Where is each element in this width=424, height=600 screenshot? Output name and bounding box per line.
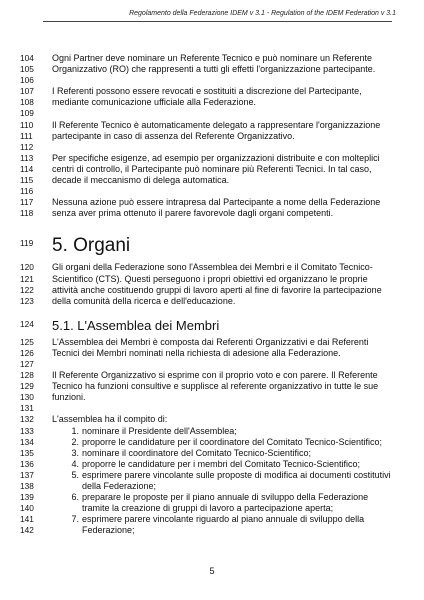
list-item (0, 459, 424, 470)
line-number: 127 (20, 358, 34, 369)
line-text: nominare il Presidente dell'Assemblea; (82, 425, 237, 436)
line-number: 128 (20, 370, 34, 381)
line-number: 126 (20, 347, 34, 358)
list-marker: 5. (71, 469, 79, 480)
line-number: 111 (20, 130, 33, 141)
line-number: 132 (20, 414, 34, 425)
blank-line (0, 186, 424, 197)
list-item-continuation (0, 481, 424, 492)
text-line (0, 120, 424, 131)
line-number: 115 (20, 175, 34, 186)
list-item (0, 426, 424, 437)
line-text: L'Assemblea dei Membri è composta dai Referenti Organizzativi e dai Referenti (52, 336, 369, 347)
blank-line (0, 108, 424, 119)
line-number: 136 (20, 458, 34, 469)
line-number: 108 (20, 97, 34, 108)
line-number: 131 (20, 403, 34, 414)
blank-line (0, 403, 424, 414)
line-text: Gli organi della Federazione sono l'Assemblea dei Membri e il Comitato Tecnico- (52, 262, 373, 273)
text-line (0, 381, 424, 392)
line-text: centri di controllo, il Partecipante può nominare più Referenti Tecnici. In tal caso, (52, 163, 372, 174)
text-line (0, 197, 424, 208)
line-number: 118 (20, 208, 34, 219)
line-number: 122 (20, 284, 34, 295)
line-text: proporre le candidature per i membri del Comitato Tecnico-Scientifico; (82, 458, 360, 469)
list-item-continuation (0, 503, 424, 514)
line-text: esprimere parere vincolante riguardo al piano annuale di sviluppo della (82, 514, 365, 525)
line-text: proporre le candidature per il coordinatore del Comitato Tecnico-Scientifico; (82, 436, 382, 447)
list-marker: 6. (71, 492, 79, 503)
line-number: 124 (20, 318, 34, 329)
line-text: Federazione; (82, 525, 135, 536)
blank-line (0, 359, 424, 370)
list-item (0, 492, 424, 503)
page-number: 5 (209, 566, 215, 576)
line-number: 105 (20, 64, 34, 75)
list-item (0, 448, 424, 459)
line-number: 130 (20, 392, 34, 403)
line-text: decade il meccanismo di delega automatica. (52, 175, 230, 186)
line-number: 137 (20, 469, 34, 480)
line-text: Ogni Partner deve nominare un Referente Tecnico e può nominare un Referente (52, 53, 373, 63)
list-item (0, 470, 424, 481)
text-line (0, 164, 424, 175)
running-header: Regolamento della Federazione IDEM v 3.1 - Regulation of the IDEM Federation v 3.1 (129, 10, 396, 17)
line-number: 134 (20, 436, 34, 447)
text-line (0, 296, 424, 307)
line-text: Il Referente Tecnico è automaticamente delegato a rappresentare l'organizzazione (52, 119, 381, 130)
line-text: Tecnici dei Membri nominati nella richiesta di adesione alla Federazione. (52, 347, 341, 358)
line-number: 125 (20, 336, 34, 347)
text-line (0, 53, 424, 64)
list-marker: 2. (71, 436, 79, 447)
list-item (0, 437, 424, 448)
blank-line (0, 75, 424, 86)
document-body (0, 53, 424, 536)
line-text: Il Referente Organizzativo si esprime con il proprio voto e con parere. Il Referente (52, 370, 378, 381)
line-text: Nessuna azione può essere intrapresa dal Partecipante a nome della Federazione (52, 197, 381, 208)
list-marker: 4. (71, 458, 79, 469)
line-text: tramite la creazione di gruppi di lavoro a partecipazione aperta; (82, 503, 334, 514)
line-text: mediante comunicazione ufficiale alla Federazione. (52, 97, 256, 108)
header-divider (43, 21, 392, 22)
line-text: Organizzativo (RO) che rappresenti a tutti gli effetti l'organizzazione partecipante. (52, 64, 376, 75)
line-text: I Referenti possono essere revocati e sostituiti a discrezione del Partecipante, (52, 86, 362, 97)
line-number: 135 (20, 447, 34, 458)
line-text: 5. Organi (52, 235, 131, 257)
text-line (0, 370, 424, 381)
list-marker: 1. (71, 425, 79, 436)
line-number: 138 (20, 481, 34, 491)
line-number: 106 (20, 75, 34, 86)
line-number: 129 (20, 381, 34, 392)
text-line (0, 285, 424, 296)
line-text: preparare le proposte per il piano annuale di sviluppo della Federazione (82, 492, 369, 503)
line-number: 110 (20, 119, 34, 130)
section-heading (0, 225, 424, 262)
text-line (0, 175, 424, 186)
line-number: 113 (20, 152, 34, 163)
line-text: Scientifico (CTS). Questi perseguono i propri obiettivi ed organizzano le proprie (52, 273, 368, 284)
line-number: 121 (20, 273, 34, 284)
text-line (0, 414, 424, 425)
line-number: 140 (20, 503, 34, 514)
text-line (0, 348, 424, 359)
line-text: L'assemblea ha il compito di: (52, 414, 168, 425)
text-line (0, 64, 424, 75)
list-item (0, 514, 424, 525)
text-line (0, 131, 424, 142)
line-text: 5.1. L'Assemblea dei Membri (52, 317, 220, 333)
line-number: 117 (20, 197, 34, 208)
line-text: Per specifiche esigenze, ad esempio per organizzazioni distribuite e con molteplici (52, 152, 380, 163)
line-text: nominare il coordinatore del Comitato Tecnico-Scientifico; (82, 447, 311, 458)
text-line (0, 153, 424, 164)
blank-line (0, 142, 424, 153)
line-number: 104 (20, 53, 34, 63)
line-text: funzioni. (52, 392, 86, 403)
line-text: attività anche costituendo gruppi di lavoro aperti al fine di favorire la partecipazione (52, 284, 382, 295)
text-line (0, 262, 424, 273)
list-marker: 3. (71, 447, 79, 458)
line-number: 120 (20, 262, 34, 273)
text-line (0, 392, 424, 403)
line-number: 109 (20, 108, 34, 119)
line-text: della Federazione; (82, 481, 157, 491)
line-number: 119 (20, 238, 34, 249)
line-number: 112 (20, 141, 34, 152)
line-number: 133 (20, 425, 34, 436)
line-text: della comunità della ricerca e dell'educazione. (52, 295, 236, 306)
list-marker: 7. (71, 514, 79, 525)
line-text: senza aver prima ottenuto il parere favorevole dagli organi competenti. (52, 208, 334, 219)
text-line (0, 337, 424, 348)
list-item-continuation (0, 525, 424, 536)
text-line (0, 97, 424, 108)
text-line (0, 208, 424, 219)
subsection-heading (0, 312, 424, 337)
line-number: 116 (20, 186, 34, 197)
line-text: Tecnico ha funzioni consultive e supplisce al referente organizzativo in tutte le sue (52, 381, 379, 392)
text-line (0, 274, 424, 285)
line-text: esprimere parere vincolante sulle proposte di modifica ai documenti costitutivi (82, 469, 391, 480)
line-number: 123 (20, 295, 34, 306)
line-number: 141 (20, 514, 34, 525)
line-number: 139 (20, 492, 34, 503)
line-number: 142 (20, 525, 34, 536)
text-line (0, 86, 424, 97)
line-text: partecipante in caso di assenza del Referente Organizzativo. (52, 130, 295, 141)
line-number: 107 (20, 86, 34, 97)
line-number: 114 (20, 163, 34, 174)
